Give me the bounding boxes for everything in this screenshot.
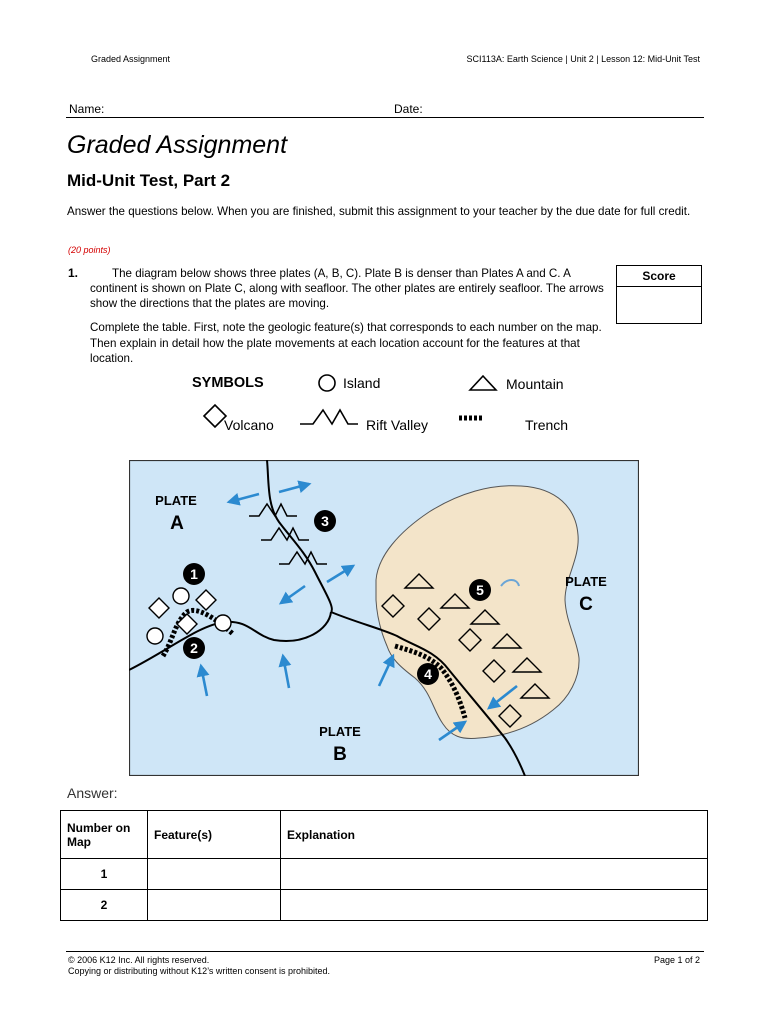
map-marker-2 — [183, 637, 205, 659]
plate-b-letter: B — [333, 744, 347, 765]
svg-text:4: 4 — [424, 666, 432, 682]
svg-text:1: 1 — [190, 566, 198, 582]
legend-volcano-icon — [204, 405, 226, 427]
table-header-features: Feature(s) — [148, 811, 281, 859]
svg-text:3: 3 — [321, 513, 329, 529]
table-header-explanation: Explanation — [281, 811, 708, 859]
question-number: 1. — [68, 266, 79, 280]
answer-label: Answer: — [67, 785, 118, 801]
map-marker-5 — [469, 579, 491, 601]
island-symbol — [147, 628, 163, 644]
legend-island-icon — [319, 375, 335, 391]
copyright-text: © 2006 K12 Inc. All rights reserved. — [68, 955, 210, 965]
legend-rift-label: Rift Valley — [366, 417, 428, 433]
explanation-cell[interactable] — [281, 859, 708, 890]
footer-divider — [66, 951, 704, 952]
plate-c-letter: C — [579, 594, 593, 615]
island-symbol — [173, 588, 189, 604]
map-marker-3 — [314, 510, 336, 532]
symbols-legend — [180, 370, 600, 445]
answer-table — [60, 810, 708, 921]
legend-title: SYMBOLS — [192, 375, 264, 391]
instructions: Answer the questions below. When you are finished, submit this assignment to your teacher by the due date for full credit. — [67, 205, 691, 218]
island-symbol — [215, 615, 231, 631]
header-course-right: SCI113A: Earth Science | Unit 2 | Lesson 12: Mid-Unit Test — [466, 54, 700, 64]
features-cell[interactable] — [148, 859, 281, 890]
features-cell[interactable] — [148, 890, 281, 921]
legend-mountain-icon — [470, 376, 496, 390]
table-row — [61, 890, 708, 921]
map-marker-1 — [183, 563, 205, 585]
page-subtitle: Mid-Unit Test, Part 2 — [67, 171, 231, 190]
legend-mountain-label: Mountain — [506, 376, 564, 392]
header-divider — [66, 117, 704, 118]
legend-island-label: Island — [343, 375, 381, 391]
row-number-cell: 2 — [61, 890, 148, 921]
question-instructions: Complete the table. First, note the geologic feature(s) that corresponds to each number on the map. Then explain in detail how the plate movements at each location account for the features at that location. — [90, 321, 602, 365]
plate-a-word: PLATE — [155, 493, 197, 508]
legend-trench-label: Trench — [525, 417, 569, 433]
svg-text:5: 5 — [476, 582, 484, 598]
map-marker-4 — [417, 663, 439, 685]
explanation-cell[interactable] — [281, 890, 708, 921]
table-header-number: Number on Map — [61, 811, 148, 859]
legend-rift-icon — [300, 410, 358, 424]
table-row — [61, 859, 708, 890]
plate-c-word: PLATE — [565, 574, 607, 589]
date-label: Date: — [394, 102, 423, 116]
points-label: (20 points) — [68, 245, 111, 255]
row-number-cell: 1 — [61, 859, 148, 890]
name-label: Name: — [69, 102, 105, 116]
plate-a-letter: A — [170, 513, 184, 534]
plate-b-word: PLATE — [319, 724, 361, 739]
header-course-left: Graded Assignment — [91, 54, 171, 64]
page-title: Graded Assignment — [67, 131, 288, 159]
page-number: Page 1 of 2 — [653, 955, 700, 965]
score-box — [616, 265, 702, 324]
score-label: Score — [617, 266, 701, 287]
legend-volcano-label: Volcano — [224, 417, 274, 433]
question-text: The diagram below shows three plates (A, B, C). Plate B is denser than Plates A and C. A continent is shown on Plate C, along with seafloor. The other plates are entirely seafloor. The arrows show the directions that the plates are moving. — [90, 267, 604, 310]
copying-notice: Copying or distributing without K12’s written consent is prohibited. — [68, 966, 330, 976]
svg-text:2: 2 — [190, 640, 198, 656]
plate-map — [129, 460, 639, 776]
